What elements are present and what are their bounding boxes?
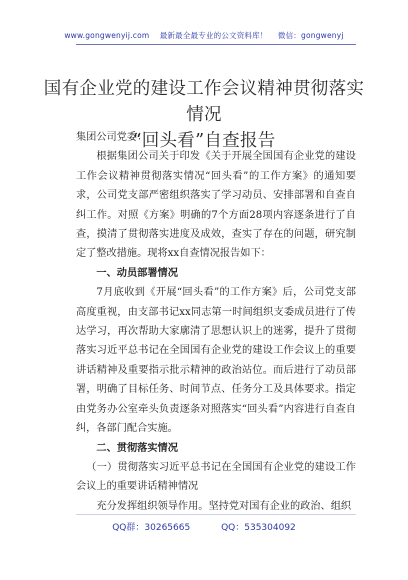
page-header: [0, 30, 408, 41]
header-wechat: 微信：gongwenyj: [277, 31, 344, 40]
salutation: 集团公司党委：: [76, 132, 148, 143]
footer-qq: QQ：535304092: [221, 523, 296, 533]
subsection-heading-1: （一）贯彻落实习近平总书记在全国国有企业党的建设工作会议上的重要讲话精神情况: [76, 461, 356, 493]
header-divider: [76, 44, 356, 45]
document-body: [76, 128, 356, 516]
section-heading-1: 一、动员部署情况: [96, 267, 178, 279]
header-site-link[interactable]: www.gongwenyij.com: [64, 31, 150, 40]
title-line-2: “回头看”自查报告: [132, 131, 276, 151]
footer-divider: [76, 514, 356, 515]
paragraph-mobilization: 7月底收到《开展“回头看”的工作方案》后，公司党支部高度重视，由支部书记xx同志第一时间组织支委成员进行了传达学习，再次帮助大家廓清了思想认识上的迷雾，提升了贯彻落实习近平总书记在全国国有企业党的建设工作会议上的重要讲话精神及重要指示批示精神的政治站位。而后进行了动员部署，明确了目标任务、时间节点、任务分工及具体要求。指定由党务办公室牵头负责逐条对照落实“回头看”内容进行自查自纠，各部门配合实施。: [76, 287, 356, 435]
footer-qq-group: QQ群：30265665: [112, 523, 191, 533]
title-line-1: 国有企业党的建设工作会议精神贯彻落实情况: [43, 79, 365, 125]
paragraph-intro: 根据集团公司关于印发《关于开展全国国有企业党的建设工作会议精神贯彻落实情况“回头看”的工作方案》的通知要求，公司党支部严密组织落实了学习动员、安排部署和自查自纠工作。对照《方案》明确的7个方面28项内容逐条进行了自查，摸清了贯彻落实进度及成效，查实了存在的问题，研究制定了整改措施。现将xx自查情况报告如下：: [76, 151, 356, 260]
page-footer: [0, 520, 408, 533]
section-heading-2: 二、贯彻落实情况: [96, 442, 178, 454]
header-slogan: 最新最全最专业的公文资料库！: [159, 31, 268, 40]
paragraph-leadership: 充分发挥组织领导作用。坚持党对国有企业的政治、组织: [96, 500, 352, 512]
